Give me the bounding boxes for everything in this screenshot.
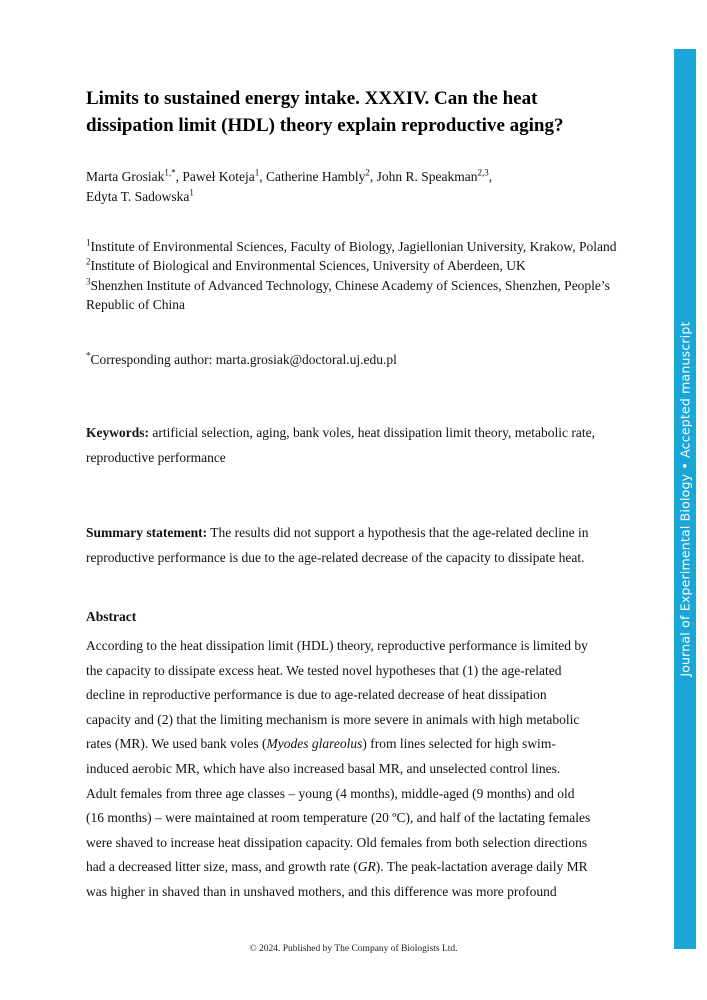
abstract-line: rates (MR). We used bank voles (Myodes glareolus) from lines selected for high swim- — [86, 736, 556, 752]
journal-sidebar-label: Journal of Experimental Biology • Accepted manuscript — [677, 321, 693, 677]
affiliation: $^2$Institute of Biological and Environmental Sciences, University of Aberdeen, UK — [86, 256, 526, 274]
growth-rate-abbrev: GR — [357, 859, 376, 875]
summary-text: The results did not support a hypothesis that the age-related decline in reproductive performance is due to the age-related decrease of the capacity to dissipate heat. — [86, 525, 589, 565]
author-list — [86, 167, 626, 207]
summary-label: Summary statement: — [86, 525, 208, 540]
author: Marta Grosiak$^{1,*}$, — [86, 167, 183, 184]
abstract-line: were shaved to increase heat dissipation capacity. Old females from both selection directions — [86, 834, 588, 850]
author: Paweł Koteja$^1$, — [182, 167, 266, 184]
abstract-line: decline in reproductive performance is due to age-related decrease of heat dissipation — [86, 687, 547, 703]
abstract-line: the capacity to dissipate excess heat. We tested novel hypotheses that (1) the age-related — [86, 662, 562, 678]
journal-sidebar — [674, 49, 696, 949]
abstract-line: capacity and (2) that the limiting mechanism is more severe in animals with high metabolic — [86, 711, 580, 727]
affiliations — [86, 237, 626, 314]
keywords — [86, 420, 626, 470]
abstract-line: had a decreased litter size, mass, and growth rate (GR). The peak-lactation average daily MR — [86, 859, 588, 875]
paper-title: Limits to sustained energy intake. XXXIV. Can the heat dissipation limit (HDL) theory explain reproductive aging? — [86, 88, 564, 136]
summary-statement — [86, 520, 626, 570]
author: Edyta T. Sadowska$^1$ — [86, 187, 194, 204]
abstract-line: induced aerobic MR, which have also increased basal MR, and unselected control lines. — [86, 760, 561, 776]
abstract-body — [86, 634, 626, 905]
corresponding-author: *Corresponding author: marta.grosiak@doctoral.uj.edu.pl — [86, 350, 397, 367]
abstract-line: was higher in shaved than in unshaved mothers, and this difference was more profound — [86, 883, 557, 899]
abstract-line: Adult females from three age classes – young (4 months), middle-aged (9 months) and old — [86, 785, 575, 801]
author: Catherine Hambly$^2$, — [265, 167, 377, 184]
species-name: Myodes glareolus — [266, 736, 363, 752]
abstract-heading: Abstract — [86, 609, 137, 624]
abstract-line: According to the heat dissipation limit (HDL) theory, reproductive performance is limited by — [86, 638, 588, 653]
copyright-footer: © 2024. Published by The Company of Biologists Ltd. — [249, 944, 458, 954]
abstract-line: (16 months) – were maintained at room temperature (20 ºC), and half of the lactating females — [86, 810, 591, 826]
affiliation: $^3$Shenzhen Institute of Advanced Technology, Chinese Academy of Sciences, Shenzhen, People’s Republic of China — [86, 276, 610, 312]
affiliation: $^1$Institute of Environmental Sciences, Faculty of Biology, Jagiellonian University, Krakow, Poland — [86, 237, 617, 254]
author: John R. Speakman$^{2,3}$, — [376, 167, 493, 184]
keywords-label: Keywords: — [86, 425, 149, 440]
keywords-text: artificial selection, aging, bank voles, heat dissipation limit theory, metabolic rate, reproductive performance — [86, 425, 595, 465]
